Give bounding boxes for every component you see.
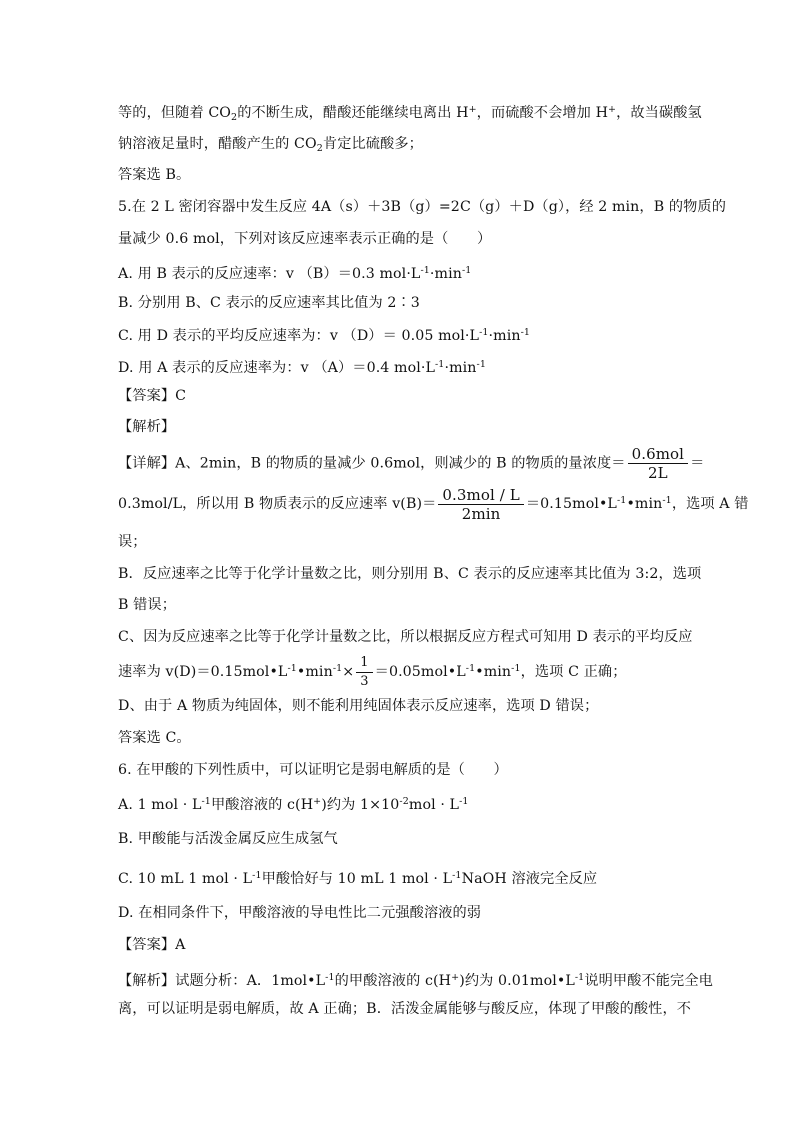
text-run: 0.3mol/L，所以用 B 物质表示的反应速率 v(B)＝ <box>118 496 437 512</box>
superscript: -1 <box>476 359 486 370</box>
superscript: -1 <box>332 663 343 674</box>
text-run: •min <box>626 496 663 512</box>
text-run: NaOH 溶液完全反应 <box>461 871 598 887</box>
superscript: + <box>313 796 322 807</box>
superscript: -1 <box>511 663 521 674</box>
analysis-line-q6-1 <box>118 969 713 990</box>
text-run: ＝0.15mol•L <box>525 496 617 512</box>
fraction-1-over-3 <box>356 654 372 691</box>
question-6-option-c <box>118 867 678 888</box>
question-5-option-a <box>118 262 678 283</box>
text-run: 肯定比硫酸多； <box>322 136 423 152</box>
superscript: + <box>451 972 460 983</box>
text-run: ，选项 C 正确； <box>520 664 627 680</box>
superscript: + <box>608 104 617 115</box>
text-run: •min <box>296 664 333 680</box>
superscript: -1 <box>461 265 472 276</box>
text-run: ，而硫酸不会增加 H <box>476 105 609 121</box>
fraction-denominator: 2L <box>647 464 668 482</box>
superscript: -1 <box>325 972 335 983</box>
superscript: -1 <box>520 327 531 338</box>
text-run: ＝0.05mol•L <box>374 664 466 680</box>
question-6-stem: 6. 在甲酸的下列性质中，可以证明它是弱电解质的是（ ） <box>118 762 508 778</box>
answer-label-q6: 【答案】A <box>118 937 186 953</box>
superscript: -1 <box>662 495 672 506</box>
text-run: 甲酸溶液的 c(H <box>210 797 314 813</box>
detail-line-1 <box>118 445 705 482</box>
subscript: 2 <box>316 143 323 154</box>
superscript: -1 <box>201 796 211 807</box>
text-run: × <box>342 664 355 680</box>
analysis-label-q5: 【解析】 <box>118 419 176 435</box>
superscript: -1 <box>465 663 476 674</box>
text-run: 等的，但随着 CO <box>118 105 232 121</box>
text-run: C. 10 mL 1 mol · L <box>118 871 253 887</box>
fraction-0-6mol-over-2l <box>628 445 689 482</box>
text-run: A. 用 B 表示的反应速率：v （B）＝0.3 mol·L <box>118 266 421 282</box>
text-line-2 <box>118 135 678 158</box>
text-run: ，选项 A 错 <box>671 496 749 512</box>
answer-label-q5: 【答案】C <box>118 388 187 404</box>
text-line-1 <box>118 101 702 127</box>
text-run: ·min <box>488 328 521 344</box>
text-run: 甲酸恰好与 10 mL 1 mol · L <box>261 871 453 887</box>
subscript: 2 <box>231 112 238 123</box>
text-run: mol · L <box>408 797 460 813</box>
question-5-option-d <box>118 356 678 377</box>
text-run: )约为 1×10 <box>321 797 400 813</box>
superscript: -1 <box>616 495 627 506</box>
text-run: D. 用 A 表示的反应速率为：v （A）＝0.4 mol·L <box>118 360 435 376</box>
text-run: ·min <box>444 360 477 376</box>
text-run: ，故当碳酸氢 <box>616 105 702 121</box>
text-run: ·min <box>429 266 462 282</box>
answer-line-q5: 答案选 C。 <box>118 730 191 746</box>
question-5-stem-1: 5.在 2 L 密闭容器中发生反应 4A（s）＋3B（g）=2C（g）＋D（g），经 2 min，B 的物质的 <box>118 199 726 215</box>
text-run: 【详解】A、2min，B 的物质的量减少 0.6mol，则减少的 B 的物质的量浓度＝ <box>118 455 626 472</box>
question-5-option-b: B. 分别用 B、C 表示的反应速率其比值为 2∶3 <box>118 295 420 311</box>
detail-b-line-2: B 错误； <box>118 597 176 613</box>
detail-c-line-2 <box>118 651 678 691</box>
superscript: -1 <box>252 870 262 881</box>
detail-b-line-1: B．反应速率之比等于化学计量数之比，则分别用 B、C 表示的反应速率其比值为 3:2，选项 <box>118 566 702 582</box>
fraction-0-3mol-over-2min <box>438 486 523 523</box>
question-6-option-b: B. 甲酸能与活泼金属反应生成氢气 <box>118 831 338 847</box>
superscript: -1 <box>574 972 585 983</box>
text-run: 速率为 v(D)＝0.15mol•L <box>118 664 288 680</box>
fraction-numerator: 1 <box>356 654 372 673</box>
fraction-denominator: 3 <box>360 673 369 689</box>
detail-line-3: 误； <box>118 534 147 550</box>
text-run: ＝ <box>690 455 705 472</box>
superscript: -1 <box>435 359 445 370</box>
fraction-denominator: 2min <box>461 504 501 523</box>
superscript: -1 <box>420 265 430 276</box>
text-run: 【解析】试题分析：A．1mol•L <box>118 973 326 989</box>
detail-line-2 <box>118 483 749 523</box>
question-5-option-c <box>118 324 678 345</box>
text-run: 的甲酸溶液的 c(H <box>334 973 452 989</box>
text-run: •min <box>475 664 512 680</box>
superscript: -1 <box>287 663 297 674</box>
text-run: C. 用 D 表示的平均反应速率为：v （D）＝ 0.05 mol·L <box>118 328 480 344</box>
text-run: )约为 0.01mol•L <box>459 973 575 989</box>
question-5-stem-2: 量减少 0.6 mol，下列对该反应速率表示正确的是（ ） <box>118 231 492 247</box>
question-6-option-d: D. 在相同条件下，甲酸溶液的导电性比二元强酸溶液的弱 <box>118 905 482 921</box>
text-run: 说明甲酸不能完全电 <box>584 973 713 989</box>
text-run: 的不断生成，醋酸还能继续电离出 H <box>237 105 469 121</box>
detail-d-line: D、由于 A 物质为纯固体，则不能利用纯固体表示反应速率，选项 D 错误； <box>118 698 599 714</box>
question-6-option-a <box>118 793 678 814</box>
superscript: -1 <box>459 796 469 807</box>
detail-c-line-1: C、因为反应速率之比等于化学计量数之比，所以根据反应方程式可知用 D 表示的平均反应 <box>118 629 693 645</box>
answer-line-q4: 答案选 B。 <box>118 167 191 183</box>
superscript: -2 <box>399 796 409 807</box>
fraction-numerator: 0.6mol <box>628 445 689 464</box>
analysis-line-q6-2: 离，可以证明是弱电解质，故 A 正确；B．活泼金属能够与酸反应，体现了甲酸的酸性，不 <box>118 1001 692 1017</box>
text-run: A. 1 mol · L <box>118 797 202 813</box>
superscript: + <box>468 104 477 115</box>
superscript: -1 <box>479 327 489 338</box>
text-run: 钠溶液足量时，醋酸产生的 CO <box>118 136 317 152</box>
fraction-numerator: 0.3mol / L <box>438 486 523 505</box>
superscript: -1 <box>452 870 462 881</box>
